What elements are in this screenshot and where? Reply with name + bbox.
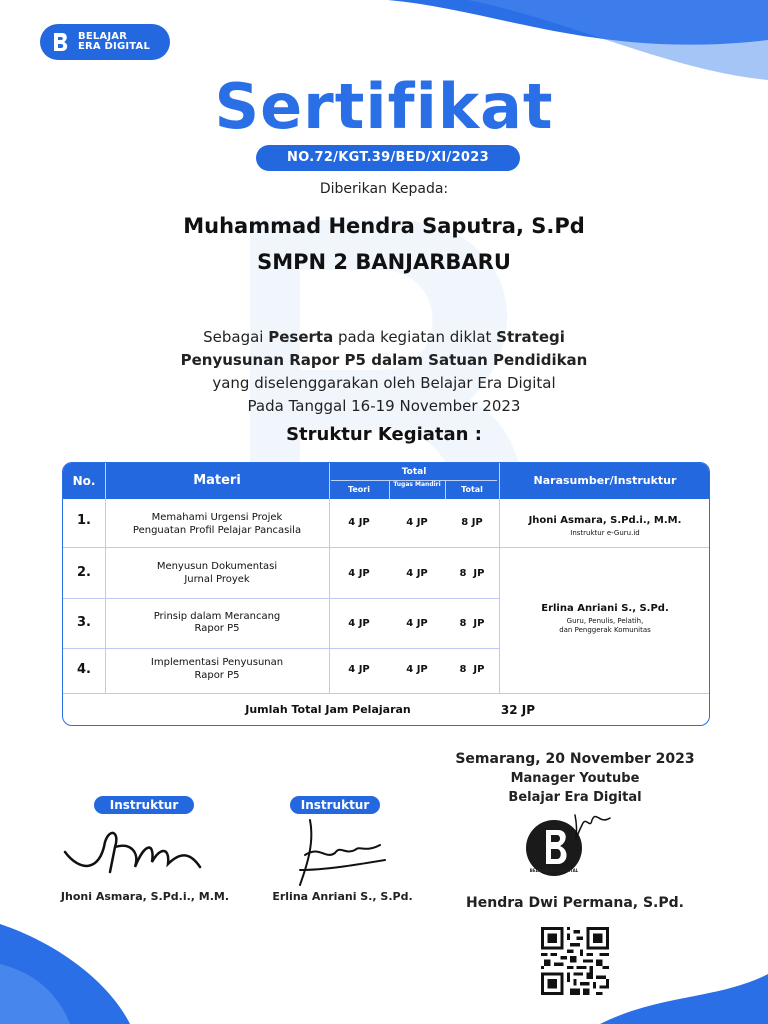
header-total-group: Total [401, 467, 427, 477]
qr-code [541, 927, 609, 995]
desc-course: Penyusunan Rapor P5 dalam Satuan Pendidikan [180, 351, 588, 369]
materi-line: Rapor P5 [194, 670, 240, 681]
instructor-2-role [499, 617, 710, 635]
signer-position: Manager Youtube [510, 771, 640, 786]
row-2-materi [105, 560, 329, 586]
desc-role: Peserta [268, 328, 334, 346]
brand-line-2: ERA DIGITAL [78, 41, 151, 52]
signer-name: Hendra Dwi Permana, S.Pd. [466, 895, 684, 911]
description-line-4: Pada Tanggal 16-19 November 2023 [247, 397, 521, 415]
materi-line: Rapor P5 [194, 623, 240, 634]
row-3-teori: 4 JP [348, 618, 370, 629]
certificate-description [80, 326, 688, 418]
header-divider [331, 480, 497, 481]
row-4-tugas: 4 JP [406, 664, 428, 675]
signature-middle-name: Erlina Anriani S., S.Pd. [272, 890, 413, 903]
instructor-2-name: Erlina Anriani S., S.Pd. [541, 603, 669, 614]
header-divider [445, 481, 446, 499]
signature-left-name: Jhoni Asmara, S.Pd.i., M.M. [60, 890, 230, 903]
row-4-teori: 4 JP [348, 664, 370, 675]
row-4-materi [105, 656, 329, 682]
materi-line: Menyusun Dokumentasi [156, 561, 278, 572]
row-3-total: 8 JP [459, 618, 485, 629]
header-divider [329, 463, 330, 499]
instructor-badge-left: Instruktur [94, 796, 194, 814]
row-1-tugas: 4 JP [406, 517, 428, 528]
role-line: Guru, Penulis, Pelatih, [566, 617, 644, 625]
recipient-name: Muhammad Hendra Saputra, S.Pd [183, 214, 585, 238]
description-line-3: yang diselenggarakan oleh Belajar Era Digital [212, 374, 556, 392]
structure-title: Struktur Kegiatan : [286, 424, 482, 445]
instructor-badge-middle: Instruktur [290, 796, 380, 814]
total-hours-label: Jumlah Total Jam Pelajaran [245, 703, 411, 716]
row-1-total: 8 JP [461, 517, 483, 528]
header-narasumber: Narasumber/Instruktur [533, 474, 677, 487]
row-4-total: 8 JP [459, 664, 485, 675]
row-divider [63, 648, 499, 649]
row-4-no: 4. [77, 662, 91, 677]
header-teori: Teori [347, 485, 370, 494]
bottom-wave-decoration [0, 904, 768, 1024]
signer-organization: Belajar Era Digital [508, 790, 642, 805]
description-line-2 [80, 349, 688, 372]
desc-text: Sebagai [203, 328, 269, 346]
total-hours-value: 32 JP [500, 703, 536, 717]
header-divider [105, 463, 106, 499]
materi-line: Implementasi Penyusunan [150, 657, 284, 668]
desc-course: Strategi [496, 328, 565, 346]
brand-line-1: BELAJAR [78, 31, 128, 42]
brand-name [78, 32, 150, 52]
header-divider [389, 481, 390, 499]
row-1-teori: 4 JP [348, 517, 370, 528]
header-tugas: Tugas Mandiri [393, 481, 441, 488]
recipient-school: SMPN 2 BANJARBARU [257, 250, 511, 274]
header-no: No. [72, 474, 96, 488]
materi-line: Jurnal Proyek [184, 574, 250, 585]
instructor-1-role: Instruktur e-Guru.id [570, 529, 640, 537]
row-divider [63, 598, 499, 599]
row-2-no: 2. [77, 565, 91, 580]
row-divider [63, 547, 710, 548]
header-materi: Materi [193, 473, 241, 488]
brand-logo [40, 24, 170, 60]
header-total: Total [461, 485, 483, 494]
materi-line: Memahami Urgensi Projek [151, 512, 283, 523]
brand-mark-icon [50, 31, 72, 53]
row-3-materi [105, 611, 329, 635]
place-date: Semarang, 20 November 2023 [455, 751, 695, 767]
activity-table [62, 462, 710, 726]
row-3-no: 3. [77, 615, 91, 630]
materi-line: Penguatan Profil Pelajar Pancasila [132, 525, 302, 536]
row-1-no: 1. [77, 513, 91, 528]
signature-left [60, 822, 210, 882]
instructor-1-name: Jhoni Asmara, S.Pd.i., M.M. [528, 515, 682, 526]
description-line-1 [80, 326, 688, 349]
stamp-text: BELAJAR ERA DIGITAL [529, 868, 579, 873]
given-to-label: Diberikan Kepada: [319, 181, 449, 197]
signature-middle [285, 815, 395, 890]
row-2-tugas: 4 JP [406, 568, 428, 579]
materi-line: Prinsip dalam Merancang [153, 611, 281, 622]
row-2-total: 8 JP [459, 568, 485, 579]
certificate-title: Sertifikat [214, 70, 554, 143]
desc-text: pada kegiatan diklat [333, 328, 497, 346]
row-divider [63, 693, 710, 694]
header-divider [499, 463, 500, 499]
row-1-materi [105, 511, 329, 537]
row-3-tugas: 4 JP [406, 618, 428, 629]
certificate-number: NO.72/KGT.39/BED/XI/2023 [256, 145, 520, 171]
role-line: dan Penggerak Komunitas [559, 626, 651, 634]
row-2-teori: 4 JP [348, 568, 370, 579]
